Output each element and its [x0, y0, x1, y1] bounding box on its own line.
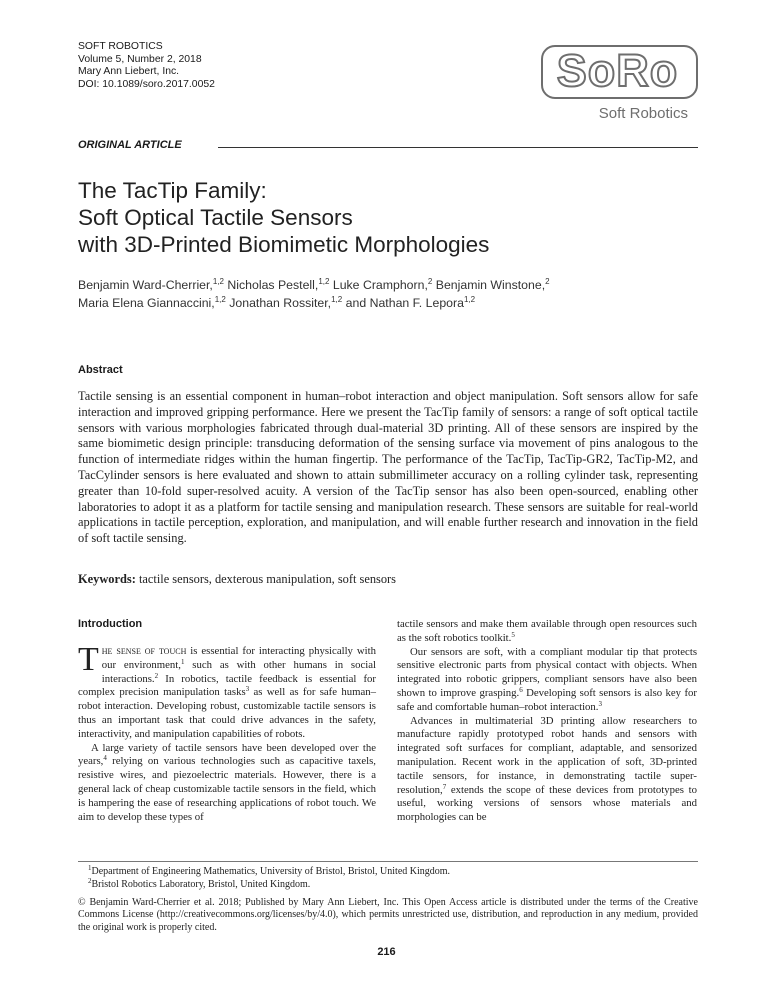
title-line-3: with 3D-Printed Biomimetic Morphologies: [78, 232, 490, 257]
keywords-label: Keywords:: [78, 572, 136, 586]
citation-ref: 3: [598, 699, 602, 708]
author-name: Nicholas Pestell,: [227, 278, 319, 292]
text-run: is essential for interacting physically with our environment,: [101, 645, 376, 671]
right-column: [397, 618, 697, 825]
author-name: Benjamin Ward-Cherrier,: [78, 278, 213, 292]
citation-ref: 6: [519, 685, 523, 694]
author-affiliation: 1,2: [214, 295, 226, 304]
author-list: [78, 276, 698, 312]
abstract-body: Tactile sensing is an essential component in human–robot interaction and object manipulation. Soft sensors allow for safe interaction and improved gripping performance. Here we present the TacTip family of sensors: a range of soft optical tactile sensors with various morphologies fabricated through dual-material 3D printing. All of these sensors are inspired by the same biomimetic design principle: transducing deformation of the sensing surface via movement of pins analogous to the function of intermediate ridges within the human fingertip. The performance of the TacTip, TacTip-GR2, TacTip-M2, and TacCylinder sensors is here evaluated and shown to attain submillimeter accuracy on a rolling cylinder task, representing greater than 10-fold super-resolved acuity. A version of the TacTip sensor has also been open-sourced, enabling other laboratories to adopt it as a platform for tactile sensing and manipulation research. These sensors are suitable for real-world applications in tactile perception, exploration, and manipulation, and will enable further research and innovation in the field of soft tactile sensing.: [78, 389, 698, 546]
journal-name: SOFT ROBOTICS: [78, 41, 163, 52]
author-affiliation: 2: [545, 277, 550, 286]
intro-paragraph-1: [78, 641, 376, 742]
logo-subtitle: Soft Robotics: [598, 105, 688, 122]
footnote-divider: [78, 861, 698, 862]
author-name: Luke Cramphorn,: [332, 278, 428, 292]
abstract-heading: Abstract: [78, 364, 123, 376]
affiliation-number: 2: [88, 876, 92, 885]
journal-doi: DOI: 10.1089/soro.2017.0052: [78, 78, 215, 90]
citation-ref: 1: [180, 657, 185, 666]
small-caps-lead: he sense of touch: [101, 645, 187, 657]
text-run: tactile sensors and make them available through open resources such as the soft robotics toolkit.: [397, 618, 697, 644]
author-affiliation: 1,2: [331, 295, 343, 304]
citation-ref: 3: [245, 685, 250, 694]
affiliation-text: Department of Engineering Mathematics, University of Bristol, Bristol, United Kingdom.: [91, 866, 451, 877]
text-run: such as with other humans in social interactions.: [101, 658, 376, 685]
citation-ref: 4: [103, 754, 107, 763]
citation-ref: 7: [442, 782, 447, 791]
page-number: 216: [377, 946, 396, 958]
text-run: as well as for safe human–robot interaction. Developing robust, customizable tactile sensors is thus an important task that could drive advances in the safety, interactivity, and manipulation capabilities of robots.: [78, 686, 376, 740]
author-name: Jonathan Rossiter,: [229, 296, 332, 310]
citation-ref: 5: [511, 630, 515, 639]
author-name: Benjamin Winstone,: [435, 278, 546, 292]
text-run: extends the scope of these devices from prototypes to useful, working versions of sensors whose materials and morphologies can be: [397, 783, 697, 824]
text-run: relying on various technologies such as capacitive taxels, resistive wires, and piezoelectric materials. However, there is a general lack of cheap customizable tactile sensors in the field, which is hampering the ease of researching applications of robot touch. We aim to develop these types of: [78, 755, 376, 823]
affiliation-number: 1: [88, 864, 92, 872]
intro-paragraph-3: [397, 618, 697, 646]
author-affiliation: 1,2: [212, 277, 224, 286]
copyright-notice: © Benjamin Ward-Cherrier et al. 2018; Published by Mary Ann Liebert, Inc. This Open Access article is distributed under the terms of the Creative Commons License (http://creativecommons.org/licenses/by/4.0), which permits unrestricted use, distribution, and reproduction in any medium, provided the original work is properly cited.: [78, 897, 698, 933]
drop-cap: T: [78, 641, 99, 678]
text-run: Our sensors are soft, with a compliant modular tip that protects sensitive electronic parts from physical contact with objects. When integrated into robotic grippers, compliant sensors have also been shown to improve grasping.: [397, 645, 697, 699]
author-affiliation: 1,2: [463, 295, 476, 304]
keywords-value: tactile sensors, dexterous manipulation, soft sensors: [138, 572, 396, 586]
text-run: Advances in multimaterial 3D printing allow researchers to manufacture rapidly prototyped robot hands and sensors with integrated soft surfaces for compliant, adaptable, and sensorized manipulation. Recent work in the application of soft, 3D-printed tactile sensors, for instance, in demonstrating tactile super-resolution,: [397, 714, 697, 796]
text-run: Developing soft sensors is also key for safe and comfortable human–robot interaction.: [397, 686, 697, 713]
author-affiliation: 1,2: [318, 277, 330, 286]
text-run: In robotics, tactile feedback is essential for complex precision manipulation tasks: [78, 672, 376, 699]
article-type-divider: [218, 147, 698, 148]
soro-logo: [541, 45, 698, 133]
journal-publisher: Mary Ann Liebert, Inc.: [78, 66, 180, 78]
journal-info: [78, 41, 215, 91]
journal-volume: Volume 5, Number 2, 2018: [78, 53, 202, 65]
title-line-1: The TacTip Family:: [78, 178, 267, 203]
title-line-2: Soft Optical Tactile Sensors: [78, 205, 353, 230]
article-type: ORIGINAL ARTICLE: [78, 139, 182, 151]
keywords: [78, 571, 698, 587]
affiliation-1: [88, 866, 450, 879]
affiliations: [88, 866, 450, 891]
left-column: [78, 641, 376, 824]
intro-paragraph-4: [397, 646, 697, 715]
text-run: A large variety of tactile sensors have been developed over the years,: [78, 741, 376, 768]
author-affiliation: 2: [427, 277, 433, 286]
citation-ref: 2: [154, 671, 159, 680]
affiliation-text: Bristol Robotics Laboratory, Bristol, United Kingdom.: [91, 878, 311, 890]
intro-paragraph-2: [78, 742, 376, 825]
affiliation-2: [88, 876, 450, 892]
paper-title: [78, 177, 698, 258]
logo-text: SoRo: [556, 45, 679, 96]
author-name: Maria Elena Giannaccini,: [78, 296, 215, 310]
intro-paragraph-5: [397, 715, 697, 825]
introduction-heading: Introduction: [78, 618, 143, 630]
author-name: and Nathan F. Lepora: [345, 296, 464, 310]
